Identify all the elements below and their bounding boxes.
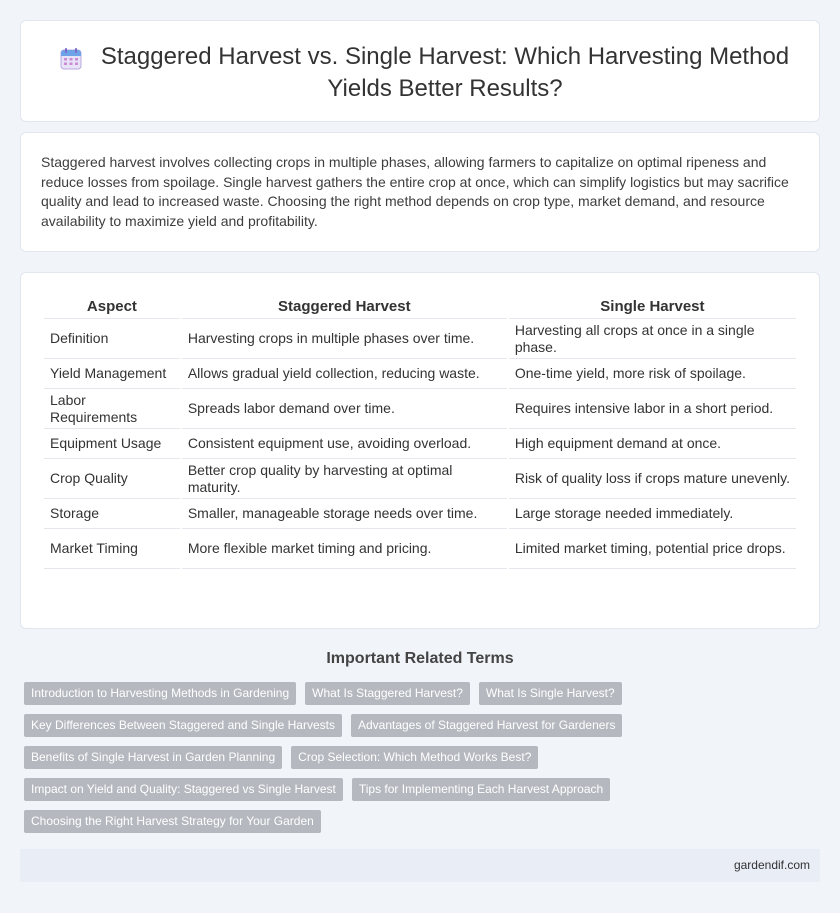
related-term-link[interactable]: Advantages of Staggered Harvest for Gardeners bbox=[351, 714, 622, 737]
cell-aspect: Equipment Usage bbox=[44, 429, 180, 459]
cell-staggered: Better crop quality by harvesting at optimal maturity. bbox=[182, 459, 507, 499]
comparison-table bbox=[42, 295, 798, 569]
footer-site-name: gardendif.com bbox=[733, 858, 810, 872]
title-card bbox=[20, 20, 820, 122]
tag-row bbox=[24, 682, 624, 705]
related-term-link[interactable]: Benefits of Single Harvest in Garden Planning bbox=[24, 746, 282, 769]
calendar-icon bbox=[59, 47, 83, 71]
related-term-link[interactable]: Introduction to Harvesting Methods in Gardening bbox=[24, 682, 296, 705]
cell-single: High equipment demand at once. bbox=[509, 429, 796, 459]
cell-aspect: Definition bbox=[44, 319, 180, 359]
table-row bbox=[44, 429, 796, 459]
cell-single: Harvesting all crops at once in a single phase. bbox=[509, 319, 796, 359]
related-term-link[interactable]: What Is Single Harvest? bbox=[479, 682, 622, 705]
cell-single: Risk of quality loss if crops mature unevenly. bbox=[509, 459, 796, 499]
cell-single: Limited market timing, potential price drops. bbox=[509, 529, 796, 569]
intro-paragraph: Staggered harvest involves collecting crops in multiple phases, allowing farmers to capitalize on optimal ripeness and reduce losses from spoilage. Single harvest gathers the entire crop at once, which can simplify logistics but may sacrifice quality and lead to increased waste. Choosing the right method depends on crop type, market demand, and resource availability to maximize yield and profitability. bbox=[41, 154, 789, 229]
intro-card bbox=[20, 132, 820, 252]
cell-staggered: Harvesting crops in multiple phases over time. bbox=[182, 319, 507, 359]
cell-staggered: Consistent equipment use, avoiding overload. bbox=[182, 429, 507, 459]
table-row bbox=[44, 499, 796, 529]
cell-staggered: Smaller, manageable storage needs over time. bbox=[182, 499, 507, 529]
cell-aspect: Crop Quality bbox=[44, 459, 180, 499]
cell-single: Requires intensive labor in a short period. bbox=[509, 389, 796, 429]
cell-aspect: Market Timing bbox=[44, 529, 180, 569]
table-row bbox=[44, 389, 796, 429]
table-row bbox=[44, 359, 796, 389]
related-term-link[interactable]: Impact on Yield and Quality: Staggered vs Single Harvest bbox=[24, 778, 343, 801]
table-row bbox=[44, 529, 796, 569]
cell-single: Large storage needed immediately. bbox=[509, 499, 796, 529]
related-term-link[interactable]: Tips for Implementing Each Harvest Approach bbox=[352, 778, 610, 801]
page-title: Staggered Harvest vs. Single Harvest: Which Harvesting Method Yields Better Results? bbox=[100, 43, 790, 102]
related-term-link[interactable]: Choosing the Right Harvest Strategy for Your Garden bbox=[24, 810, 321, 833]
table-header-row bbox=[44, 295, 796, 319]
related-term-link[interactable]: Key Differences Between Staggered and Single Harvests bbox=[24, 714, 342, 737]
table-row bbox=[44, 319, 796, 359]
cell-single: One-time yield, more risk of spoilage. bbox=[509, 359, 796, 389]
tag-row bbox=[24, 810, 624, 833]
related-terms-list bbox=[24, 682, 624, 842]
tag-row bbox=[24, 714, 624, 737]
cell-aspect: Storage bbox=[44, 499, 180, 529]
cell-staggered: More flexible market timing and pricing. bbox=[182, 529, 507, 569]
header-staggered: Staggered Harvest bbox=[182, 295, 507, 319]
cell-staggered: Allows gradual yield collection, reducing waste. bbox=[182, 359, 507, 389]
cell-aspect: Labor Requirements bbox=[44, 389, 180, 429]
tag-row bbox=[24, 778, 624, 801]
related-term-link[interactable]: Crop Selection: Which Method Works Best? bbox=[291, 746, 538, 769]
related-terms-title: Important Related Terms bbox=[326, 650, 514, 667]
table-row bbox=[44, 459, 796, 499]
related-term-link[interactable]: What Is Staggered Harvest? bbox=[305, 682, 470, 705]
footer bbox=[20, 849, 820, 882]
cell-staggered: Spreads labor demand over time. bbox=[182, 389, 507, 429]
header-aspect: Aspect bbox=[44, 295, 180, 319]
comparison-card bbox=[20, 272, 820, 629]
cell-aspect: Yield Management bbox=[44, 359, 180, 389]
header-single: Single Harvest bbox=[509, 295, 796, 319]
tag-row bbox=[24, 746, 624, 769]
